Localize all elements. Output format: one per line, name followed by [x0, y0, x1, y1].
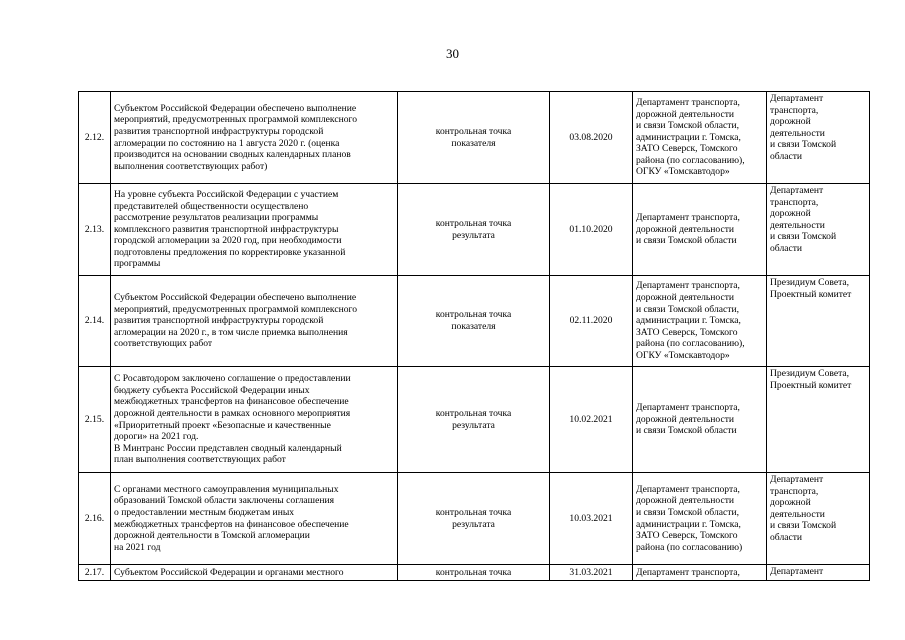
table-row — [79, 184, 870, 276]
responsible-executor-line: ОГКУ «Томскавтодор» — [636, 166, 730, 178]
event-description — [111, 92, 398, 184]
table-row — [79, 565, 870, 581]
responsible-executor-line: района (по согласованию), — [636, 338, 745, 350]
control-body-line: области — [770, 242, 803, 254]
checkpoint-type-line: контрольная точка — [435, 217, 512, 229]
event-description-line: развития транспортной инфраструктуры городской — [114, 125, 324, 137]
control-body-line: деятельности — [770, 219, 825, 231]
responsible-executor-line: и связи Томской области, — [636, 303, 739, 315]
due-date: 01.10.2020 — [550, 184, 633, 276]
page-number: 30 — [446, 46, 459, 61]
control-body-line: Проектный комитет — [770, 288, 852, 300]
event-description-line: С Росавтодором заключено соглашение о предоставлении — [114, 373, 351, 385]
event-description-line: На уровне субъекта Российской Федерации с участием — [114, 188, 339, 200]
control-body-line: транспорта, — [770, 104, 819, 116]
checkpoint-type — [398, 276, 550, 367]
checkpoint-type-line: контрольная точка — [435, 506, 512, 518]
control-body — [767, 92, 870, 184]
checkpoint-type-line: результата — [452, 229, 495, 241]
table-row — [79, 92, 870, 184]
event-description-line: представителей общественности осуществлено — [114, 200, 309, 212]
event-description-line: «Приоритетный проект «Безопасные и качественные — [114, 419, 331, 431]
event-description-line: мероприятий, предусмотренных программой комплексного — [114, 114, 358, 126]
table-row — [79, 276, 870, 367]
checkpoint-type-line: показателя — [451, 137, 496, 149]
responsible-executor — [633, 565, 767, 581]
control-body-line: области — [770, 150, 803, 162]
due-date: 10.03.2021 — [550, 473, 633, 565]
responsible-executor — [633, 367, 767, 473]
control-body — [767, 184, 870, 276]
checkpoint-type-line: контрольная точка — [435, 125, 512, 137]
checkpoint-type — [398, 367, 550, 473]
checkpoint-type-line: результата — [452, 518, 495, 530]
responsible-executor-line: администрации г. Томска, — [636, 315, 741, 327]
control-body-line: транспорта, — [770, 485, 819, 497]
control-body-line: Президиум Совета, — [770, 277, 850, 288]
responsible-executor-line: Департамент транспорта, — [636, 212, 740, 224]
event-description-line: программы — [114, 258, 161, 270]
event-description-line: мероприятий, предусмотренных программой комплексного — [114, 303, 358, 315]
checkpoint-type-line: результата — [452, 419, 495, 431]
event-description — [111, 473, 398, 565]
responsible-executor-line: Департамент транспорта, — [636, 280, 740, 292]
event-description-line: агломерации на 2020 г., в том числе приемка выполнения — [114, 326, 348, 338]
event-description-line: Субъектом Российской Федерации и органами местного — [114, 566, 344, 578]
row-number: 2.12. — [79, 92, 111, 184]
responsible-executor-line: Департамент транспорта, — [636, 566, 740, 578]
table-row — [79, 367, 870, 473]
control-body-line: Президиум Совета, — [770, 368, 850, 379]
row-number: 2.17. — [79, 565, 111, 581]
event-description-line: на 2021 год — [114, 541, 161, 553]
row-number: 2.13. — [79, 184, 111, 276]
responsible-executor-line: и связи Томской области, — [636, 506, 739, 518]
event-description-line: бюджету субъекта Российской Федерации иных — [114, 384, 310, 396]
event-description-line: образований Томской области заключены соглашения — [114, 495, 335, 507]
control-body-line: Департамент — [770, 474, 824, 485]
event-description-line: дорожной деятельности в рамках основного мероприятия — [114, 407, 351, 419]
event-description-line: В Минтранс России представлен сводный календарный — [114, 442, 342, 454]
control-body-line: и связи Томской — [770, 139, 837, 151]
plan-table — [78, 91, 870, 581]
checkpoint-type — [398, 565, 550, 581]
responsible-executor-line: Департамент транспорта, — [636, 483, 740, 495]
due-date: 31.03.2021 — [550, 565, 633, 581]
responsible-executor-line: дорожной деятельности — [636, 108, 735, 120]
responsible-executor — [633, 473, 767, 565]
event-description — [111, 565, 398, 581]
checkpoint-type-line: показателя — [451, 321, 496, 332]
control-body — [767, 276, 870, 367]
responsible-executor-line: дорожной деятельности — [636, 495, 735, 507]
responsible-executor-line: района (по согласованию), — [636, 154, 745, 166]
event-description-line: соответствующих работ — [114, 338, 213, 350]
responsible-executor — [633, 92, 767, 184]
control-body-line: Проектный комитет — [770, 379, 852, 391]
event-description-line: межбюджетных трансфертов на финансовое обеспечение — [114, 518, 349, 530]
control-body-line: Департамент — [770, 185, 824, 196]
due-date: 10.02.2021 — [550, 367, 633, 473]
responsible-executor-line: ЗАТО Северск, Томского — [636, 326, 738, 338]
event-description-line: рассмотрение результатов реализации программы — [114, 212, 319, 224]
control-body-line: области — [770, 531, 803, 543]
control-body-line: дорожной — [770, 208, 811, 220]
event-description-line: о предоставлении местным бюджетам иных — [114, 506, 295, 518]
checkpoint-type-line: контрольная точка — [435, 407, 512, 419]
control-body-line: и связи Томской — [770, 520, 837, 532]
responsible-executor-line: и связи Томской области, — [636, 120, 739, 132]
control-body-line: дорожной — [770, 497, 811, 509]
control-body — [767, 473, 870, 565]
event-description-line: подготовлены предложения по корректировке указанной — [114, 246, 346, 258]
responsible-executor-line: дорожной деятельности — [636, 413, 735, 425]
event-description-line: дороги» на 2021 год. — [114, 431, 199, 443]
responsible-executor-line: администрации г. Томска, — [636, 518, 741, 530]
plan-table-body — [79, 92, 870, 581]
due-date: 02.11.2020 — [550, 276, 633, 367]
event-description-line: Субъектом Российской Федерации обеспечено выполнение — [114, 102, 357, 114]
responsible-executor-line: дорожной деятельности — [636, 223, 735, 235]
control-body — [767, 367, 870, 473]
control-body-line: деятельности — [770, 127, 825, 139]
event-description-line: агломерации по состоянию на 1 августа 2020 г. (оценка — [114, 137, 340, 149]
row-number: 2.15. — [79, 367, 111, 473]
responsible-executor-line: и связи Томской области — [636, 235, 737, 247]
responsible-executor-line: администрации г. Томска, — [636, 131, 741, 143]
checkpoint-type — [398, 473, 550, 565]
event-description-line: городской агломерации за 2020 год, при необходимости — [114, 235, 342, 247]
control-body — [767, 565, 870, 581]
checkpoint-type — [398, 184, 550, 276]
control-body-line: Департамент — [770, 93, 824, 104]
checkpoint-type-line: контрольная точка — [435, 309, 512, 321]
control-body-line: и связи Томской — [770, 231, 837, 243]
responsible-executor-line: Департамент транспорта, — [636, 96, 740, 108]
event-description-line: производится на основании сводных календарных планов — [114, 149, 351, 161]
responsible-executor-line: ОГКУ «Томскавтодор» — [636, 349, 730, 361]
responsible-executor-line: ЗАТО Северск, Томского — [636, 143, 738, 155]
event-description-line: выполнения соответствующих работ) — [114, 160, 268, 172]
event-description — [111, 184, 398, 276]
event-description-line: дорожной деятельности в Томской агломерации — [114, 530, 310, 542]
event-description — [111, 276, 398, 367]
checkpoint-type — [398, 92, 550, 184]
responsible-executor — [633, 276, 767, 367]
responsible-executor-line: и связи Томской области — [636, 425, 737, 437]
event-description-line: комплексного развития транспортной инфраструктуры — [114, 223, 339, 235]
control-body-line: дорожной — [770, 116, 811, 128]
responsible-executor-line: ЗАТО Северск, Томского — [636, 530, 738, 542]
row-number: 2.16. — [79, 473, 111, 565]
event-description-line: план выполнения соответствующих работ — [114, 454, 286, 466]
event-description-line: С органами местного самоуправления муниципальных — [114, 483, 339, 495]
control-body-line: Департамент — [770, 566, 824, 577]
responsible-executor-line: Департамент транспорта, — [636, 402, 740, 414]
checkpoint-type-line: контрольная точка — [435, 566, 512, 578]
event-description — [111, 367, 398, 473]
responsible-executor-line: дорожной деятельности — [636, 292, 735, 304]
event-description-line: межбюджетных трансфертов на финансовое обеспечение — [114, 396, 349, 408]
due-date: 03.08.2020 — [550, 92, 633, 184]
event-description-line: развития транспортной инфраструктуры городской — [114, 315, 324, 327]
event-description-line: Субъектом Российской Федерации обеспечено выполнение — [114, 292, 357, 304]
table-row — [79, 473, 870, 565]
control-body-line: транспорта, — [770, 196, 819, 208]
responsible-executor-line: района (по согласованию) — [636, 541, 743, 553]
responsible-executor — [633, 184, 767, 276]
control-body-line: деятельности — [770, 508, 825, 520]
row-number: 2.14. — [79, 276, 111, 367]
